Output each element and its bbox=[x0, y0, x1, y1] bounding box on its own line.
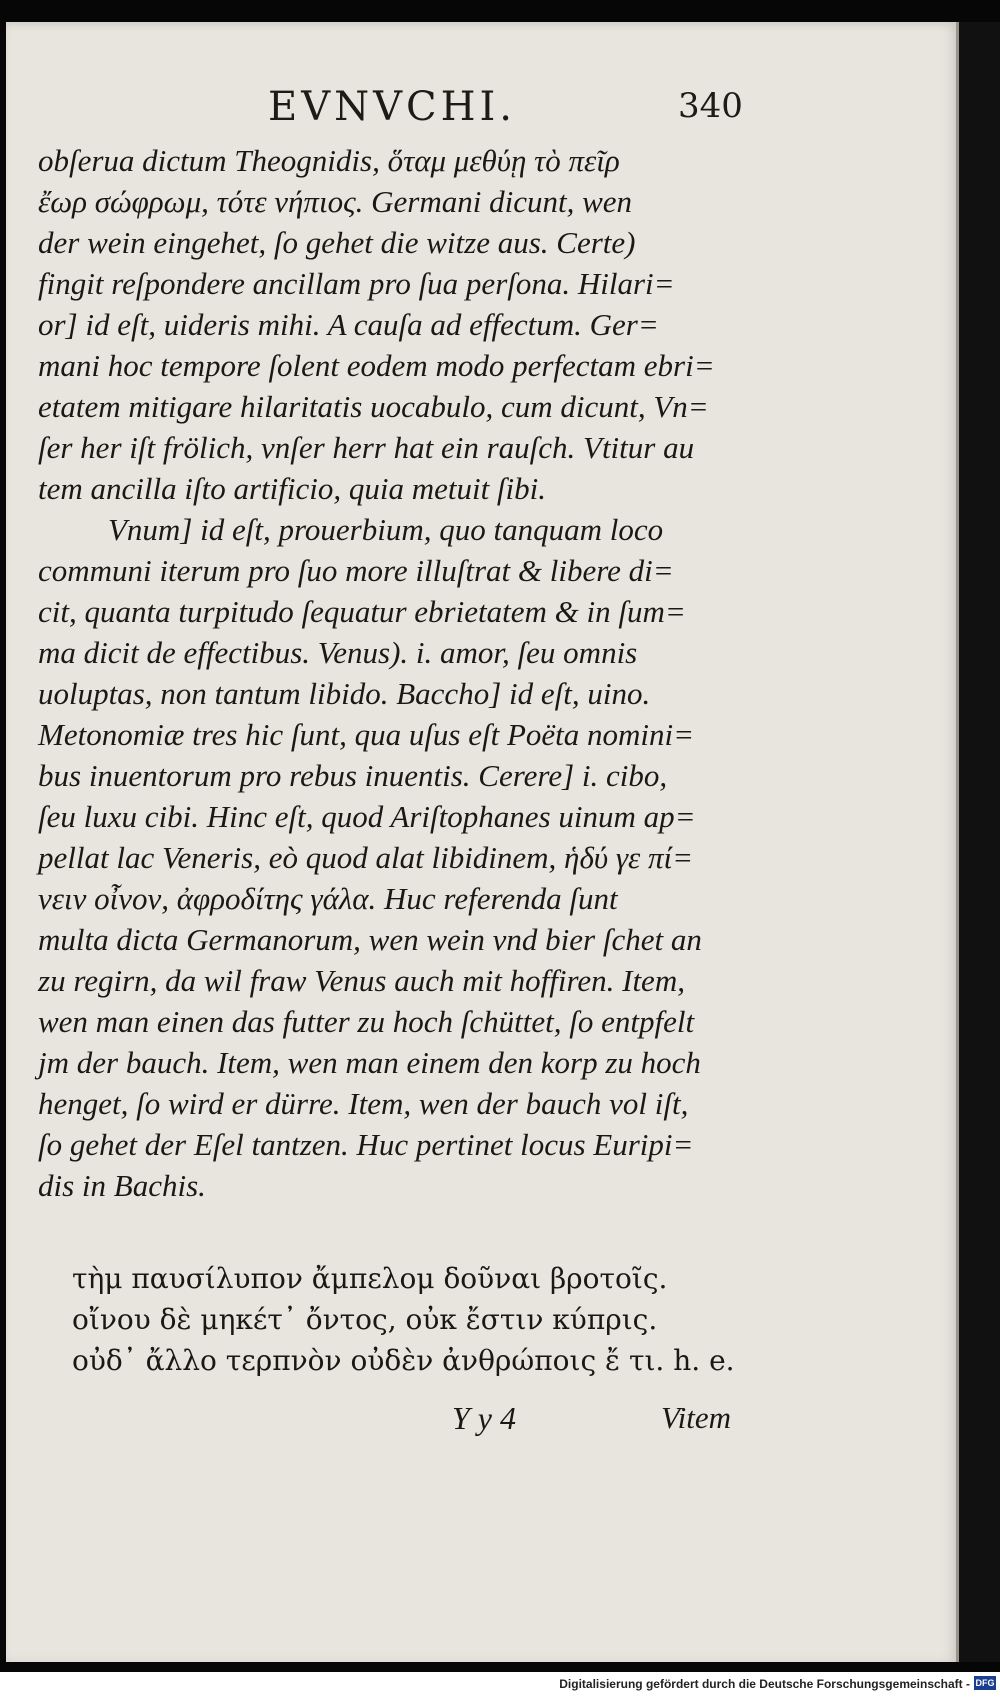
funding-credit: Digitalisierung gefördert durch die Deutsche Forschungsgemeinschaft - bbox=[559, 1677, 970, 1691]
text-line: henget, ſo wird er dürre. Item, wen der bauch vol iſt, bbox=[38, 1086, 689, 1121]
text-line: ſer her iſt frölich, vnſer herr hat ein rauſch. Vtitur au bbox=[38, 430, 695, 465]
text-line: uoluptas, non tantum libido. Baccho] id eſt, uino. bbox=[38, 676, 651, 711]
text-line: bus inuentorum pro rebus inuentis. Cerere] i. cibo, bbox=[38, 758, 668, 793]
text-line: cit, quanta turpitudo ſequatur ebrietatem & in ſum= bbox=[38, 594, 686, 629]
paragraph-start-line: Vnum] id eſt, prouerbium, quo tanquam loco bbox=[108, 512, 664, 547]
greek-verse bbox=[72, 1258, 752, 1381]
verse-line: οἴνου δὲ μηκέτ᾽ ὄντος, οὐκ ἔστιν κύπρις. bbox=[72, 1303, 658, 1336]
text-line: etatem mitigare hilaritatis uocabulo, cum dicunt, Vn= bbox=[38, 389, 709, 424]
text-line: Metonomiæ tres hic ſunt, qua uſus eſt Poëta nomini= bbox=[38, 717, 695, 752]
text-line: ma dicit de effectibus. Venus). i. amor, ſeu omnis bbox=[38, 635, 638, 670]
text-line: communi iterum pro ſuo more illuſtrat & libere di= bbox=[38, 553, 674, 588]
verse-line: οὐδ᾽ ἄλλο τερπνὸν οὐδὲν ἀνθρώποις ἔ τι. h. e. bbox=[72, 1344, 735, 1377]
text-line: tem ancilla iſto artificio, quia metuit ſibi. bbox=[38, 471, 547, 506]
commentary-text bbox=[38, 140, 748, 1206]
text-line: or] id eſt, uideris mihi. A cauſa ad effectum. Ger= bbox=[38, 307, 659, 342]
text-line: jm der bauch. Item, wen man einem den korp zu hoch bbox=[38, 1045, 701, 1080]
text-line: dis in Bachis. bbox=[38, 1168, 206, 1203]
text-line: pellat lac Veneris, eò quod alat libidinem, ἡδύ γε πί= bbox=[38, 840, 694, 875]
text-line: ſo gehet der Eſel tantzen. Huc pertinet locus Euripi= bbox=[38, 1127, 694, 1162]
signature-mark: Y y 4 bbox=[452, 1400, 516, 1436]
text-line: obſerua dictum Theognidis, ὅταμ μεθύῃ τὸ πεῖρ bbox=[38, 143, 620, 178]
page-header bbox=[6, 84, 956, 134]
text-line: mani hoc tempore ſolent eodem modo perfectam ebri= bbox=[38, 348, 715, 383]
text-line: wen man einen das futter zu hoch ſchüttet, ſo entpfelt bbox=[38, 1004, 695, 1039]
running-head: EVNVCHI. bbox=[268, 84, 516, 130]
verse-line: τὴμ παυσίλυπον ἄμπελομ δοῦναι βροτοῖς. bbox=[72, 1262, 668, 1295]
scan-edge bbox=[956, 22, 1000, 1662]
text-line: multa dicta Germanorum, wen wein vnd bier ſchet an bbox=[38, 922, 702, 957]
text-line: νειν οἶνον, ἀφροδίτης γάλα. Huc referenda ſunt bbox=[38, 881, 618, 916]
text-line: ſeu luxu cibi. Hinc eſt, quod Ariſtophanes uinum ap= bbox=[38, 799, 696, 834]
dfg-logo: DFG bbox=[975, 1678, 995, 1688]
text-line: ἔωρ σώφρωμ, τότε νήπιος. Germani dicunt, wen bbox=[38, 184, 633, 219]
text-line: zu regirn, da wil fraw Venus auch mit hoffiren. Item, bbox=[38, 963, 685, 998]
book-page bbox=[6, 22, 959, 1662]
text-line: der wein eingehet, ſo gehet die witze aus. Certe) bbox=[38, 225, 636, 260]
catchword: Vitem bbox=[661, 1400, 732, 1435]
digitization-footer bbox=[0, 1672, 1000, 1697]
text-line: fingit reſpondere ancillam pro ſua perſona. Hilari= bbox=[38, 266, 675, 301]
page-number: 340 bbox=[678, 86, 743, 126]
